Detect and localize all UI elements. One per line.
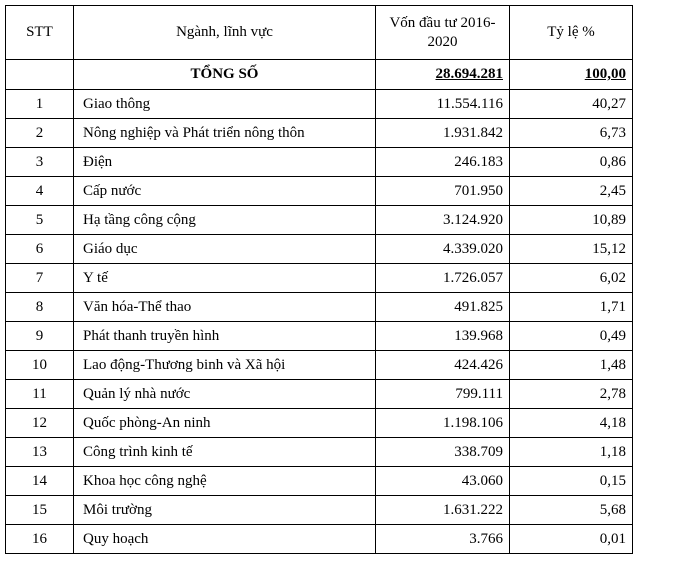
row-amount: 43.060 bbox=[376, 467, 510, 496]
table-row bbox=[6, 322, 633, 351]
row-amount: 3.766 bbox=[376, 525, 510, 554]
table-row bbox=[6, 525, 633, 554]
row-stt: 16 bbox=[6, 525, 74, 554]
total-label: TỔNG SỐ bbox=[74, 60, 376, 90]
row-field: Quản lý nhà nước bbox=[74, 380, 376, 409]
row-field: Môi trường bbox=[74, 496, 376, 525]
total-amount-value: 28.694.281 bbox=[435, 66, 503, 82]
header-amount: Vốn đầu tư 2016-2020 bbox=[376, 6, 510, 60]
row-stt: 5 bbox=[6, 206, 74, 235]
row-amount: 424.426 bbox=[376, 351, 510, 380]
row-percent: 1,71 bbox=[510, 293, 633, 322]
row-stt: 6 bbox=[6, 235, 74, 264]
table-row bbox=[6, 380, 633, 409]
row-field: Giáo dục bbox=[74, 235, 376, 264]
row-percent: 5,68 bbox=[510, 496, 633, 525]
row-amount: 1.726.057 bbox=[376, 264, 510, 293]
table-row bbox=[6, 409, 633, 438]
row-amount: 491.825 bbox=[376, 293, 510, 322]
row-stt: 9 bbox=[6, 322, 74, 351]
row-field: Hạ tầng công cộng bbox=[74, 206, 376, 235]
table-row bbox=[6, 90, 633, 119]
row-percent: 2,78 bbox=[510, 380, 633, 409]
header-field: Ngành, lĩnh vực bbox=[74, 6, 376, 60]
table-row bbox=[6, 293, 633, 322]
row-amount: 11.554.116 bbox=[376, 90, 510, 119]
total-amount bbox=[376, 60, 510, 90]
row-stt: 11 bbox=[6, 380, 74, 409]
table-row bbox=[6, 148, 633, 177]
row-field: Điện bbox=[74, 148, 376, 177]
row-amount: 338.709 bbox=[376, 438, 510, 467]
table-row bbox=[6, 206, 633, 235]
row-amount: 701.950 bbox=[376, 177, 510, 206]
row-stt: 10 bbox=[6, 351, 74, 380]
row-percent: 6,02 bbox=[510, 264, 633, 293]
row-percent: 0,01 bbox=[510, 525, 633, 554]
row-amount: 1.631.222 bbox=[376, 496, 510, 525]
row-stt: 13 bbox=[6, 438, 74, 467]
row-field: Khoa học công nghệ bbox=[74, 467, 376, 496]
total-row bbox=[6, 60, 633, 90]
row-amount: 3.124.920 bbox=[376, 206, 510, 235]
row-percent: 40,27 bbox=[510, 90, 633, 119]
row-field: Cấp nước bbox=[74, 177, 376, 206]
row-stt: 8 bbox=[6, 293, 74, 322]
investment-table bbox=[5, 5, 633, 554]
header-percent: Tỷ lệ % bbox=[510, 6, 633, 60]
total-stt bbox=[6, 60, 74, 90]
row-stt: 12 bbox=[6, 409, 74, 438]
row-amount: 1.198.106 bbox=[376, 409, 510, 438]
row-field: Y tế bbox=[74, 264, 376, 293]
row-amount: 246.183 bbox=[376, 148, 510, 177]
row-stt: 15 bbox=[6, 496, 74, 525]
row-stt: 3 bbox=[6, 148, 74, 177]
row-percent: 10,89 bbox=[510, 206, 633, 235]
table-row bbox=[6, 351, 633, 380]
row-percent: 0,86 bbox=[510, 148, 633, 177]
table-row bbox=[6, 177, 633, 206]
row-field: Nông nghiệp và Phát triển nông thôn bbox=[74, 119, 376, 148]
row-percent: 0,49 bbox=[510, 322, 633, 351]
total-percent bbox=[510, 60, 633, 90]
table-row bbox=[6, 467, 633, 496]
row-amount: 799.111 bbox=[376, 380, 510, 409]
row-field: Quy hoạch bbox=[74, 525, 376, 554]
table-row bbox=[6, 235, 633, 264]
row-percent: 2,45 bbox=[510, 177, 633, 206]
row-field: Lao động-Thương binh và Xã hội bbox=[74, 351, 376, 380]
investment-table-container bbox=[5, 5, 633, 554]
row-field: Giao thông bbox=[74, 90, 376, 119]
row-percent: 0,15 bbox=[510, 467, 633, 496]
header-row bbox=[6, 6, 633, 60]
row-stt: 4 bbox=[6, 177, 74, 206]
row-amount: 4.339.020 bbox=[376, 235, 510, 264]
row-amount: 139.968 bbox=[376, 322, 510, 351]
table-row bbox=[6, 496, 633, 525]
row-percent: 1,48 bbox=[510, 351, 633, 380]
header-stt: STT bbox=[6, 6, 74, 60]
table-row bbox=[6, 264, 633, 293]
row-stt: 2 bbox=[6, 119, 74, 148]
row-stt: 14 bbox=[6, 467, 74, 496]
table-row bbox=[6, 438, 633, 467]
row-stt: 1 bbox=[6, 90, 74, 119]
row-percent: 15,12 bbox=[510, 235, 633, 264]
table-row bbox=[6, 119, 633, 148]
row-field: Phát thanh truyền hình bbox=[74, 322, 376, 351]
row-stt: 7 bbox=[6, 264, 74, 293]
row-field: Văn hóa-Thể thao bbox=[74, 293, 376, 322]
row-amount: 1.931.842 bbox=[376, 119, 510, 148]
row-percent: 1,18 bbox=[510, 438, 633, 467]
total-percent-value: 100,00 bbox=[584, 66, 626, 82]
row-field: Quốc phòng-An ninh bbox=[74, 409, 376, 438]
row-percent: 6,73 bbox=[510, 119, 633, 148]
row-field: Công trình kinh tế bbox=[74, 438, 376, 467]
row-percent: 4,18 bbox=[510, 409, 633, 438]
